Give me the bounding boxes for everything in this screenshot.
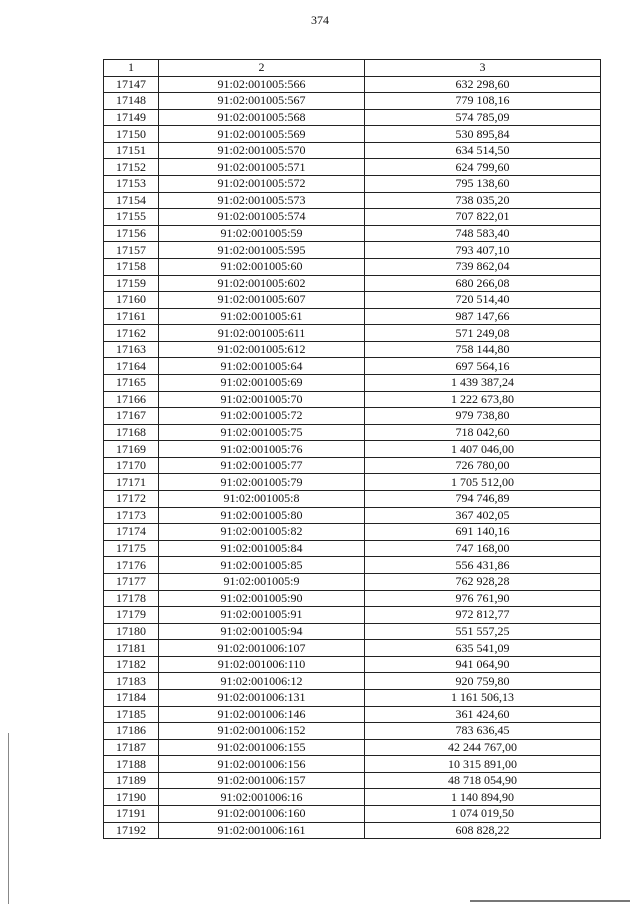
row-number-cell: 17167 — [104, 408, 159, 425]
value-cell: 718 042,60 — [365, 424, 601, 441]
row-number-cell: 17188 — [104, 756, 159, 773]
value-cell: 979 738,80 — [365, 408, 601, 425]
table-row — [104, 358, 601, 375]
table-row — [104, 590, 601, 607]
value-cell: 680 266,08 — [365, 275, 601, 292]
cadastral-number-cell: 91:02:001005:94 — [159, 623, 365, 640]
row-number-cell: 17175 — [104, 540, 159, 557]
table-row — [104, 308, 601, 325]
table-row — [104, 258, 601, 275]
row-number-cell: 17181 — [104, 640, 159, 657]
row-number-cell: 17173 — [104, 507, 159, 524]
cadastral-number-cell: 91:02:001005:70 — [159, 391, 365, 408]
row-number-cell: 17179 — [104, 607, 159, 624]
cadastral-number-cell: 91:02:001005:570 — [159, 142, 365, 159]
row-number-cell: 17158 — [104, 258, 159, 275]
data-table-container — [103, 59, 600, 839]
row-number-cell: 17162 — [104, 325, 159, 342]
cadastral-number-cell: 91:02:001005:611 — [159, 325, 365, 342]
row-number-cell: 17185 — [104, 706, 159, 723]
row-number-cell: 17156 — [104, 225, 159, 242]
row-number-cell: 17169 — [104, 441, 159, 458]
row-number-cell: 17159 — [104, 275, 159, 292]
value-cell: 726 780,00 — [365, 457, 601, 474]
cadastral-number-cell: 91:02:001005:602 — [159, 275, 365, 292]
value-cell: 795 138,60 — [365, 176, 601, 193]
table-row — [104, 76, 601, 93]
value-cell: 1 705 512,00 — [365, 474, 601, 491]
row-number-cell: 17147 — [104, 76, 159, 93]
cadastral-number-cell: 91:02:001005:85 — [159, 557, 365, 574]
value-cell: 1 439 387,24 — [365, 374, 601, 391]
value-cell: 1 161 506,13 — [365, 689, 601, 706]
table-row — [104, 706, 601, 723]
table-row — [104, 457, 601, 474]
value-cell: 361 424,60 — [365, 706, 601, 723]
value-cell: 634 514,50 — [365, 142, 601, 159]
cadastral-number-cell: 91:02:001005:72 — [159, 408, 365, 425]
cadastral-number-cell: 91:02:001006:155 — [159, 739, 365, 756]
page-number: 374 — [311, 13, 329, 27]
row-number-cell: 17153 — [104, 176, 159, 193]
table-row — [104, 275, 601, 292]
cadastral-number-cell: 91:02:001006:157 — [159, 772, 365, 789]
table-row — [104, 723, 601, 740]
value-cell: 556 431,86 — [365, 557, 601, 574]
row-number-cell: 17149 — [104, 109, 159, 126]
cadastral-number-cell: 91:02:001005:60 — [159, 258, 365, 275]
cadastral-number-cell: 91:02:001005:607 — [159, 292, 365, 309]
value-cell: 720 514,40 — [365, 292, 601, 309]
column-header-2: 2 — [159, 60, 365, 77]
row-number-cell: 17150 — [104, 126, 159, 143]
table-row — [104, 93, 601, 110]
cadastral-number-cell: 91:02:001005:573 — [159, 192, 365, 209]
column-header-3: 3 — [365, 60, 601, 77]
value-cell: 779 108,16 — [365, 93, 601, 110]
cadastral-number-cell: 91:02:001005:595 — [159, 242, 365, 259]
value-cell: 632 298,60 — [365, 76, 601, 93]
column-header-1: 1 — [104, 60, 159, 77]
cadastral-number-cell: 91:02:001006:161 — [159, 822, 365, 839]
row-number-cell: 17170 — [104, 457, 159, 474]
row-number-cell: 17192 — [104, 822, 159, 839]
cadastral-number-cell: 91:02:001006:152 — [159, 723, 365, 740]
value-cell: 1 222 673,80 — [365, 391, 601, 408]
row-number-cell: 17161 — [104, 308, 159, 325]
value-cell: 739 862,04 — [365, 258, 601, 275]
cadastral-number-cell: 91:02:001006:146 — [159, 706, 365, 723]
row-number-cell: 17168 — [104, 424, 159, 441]
row-number-cell: 17160 — [104, 292, 159, 309]
table-row — [104, 491, 601, 508]
cadastral-number-cell: 91:02:001005:82 — [159, 524, 365, 541]
value-cell: 10 315 891,00 — [365, 756, 601, 773]
cadastral-number-cell: 91:02:001006:110 — [159, 656, 365, 673]
value-cell: 738 035,20 — [365, 192, 601, 209]
cadastral-number-cell: 91:02:001006:156 — [159, 756, 365, 773]
value-cell: 794 746,89 — [365, 491, 601, 508]
table-header-row — [104, 60, 601, 77]
row-number-cell: 17154 — [104, 192, 159, 209]
table-row — [104, 756, 601, 773]
table-row — [104, 176, 601, 193]
row-number-cell: 17184 — [104, 689, 159, 706]
value-cell: 1 140 894,90 — [365, 789, 601, 806]
row-number-cell: 17187 — [104, 739, 159, 756]
cadastral-number-cell: 91:02:001006:12 — [159, 673, 365, 690]
table-row — [104, 540, 601, 557]
value-cell: 762 928,28 — [365, 573, 601, 590]
value-cell: 48 718 054,90 — [365, 772, 601, 789]
table-row — [104, 656, 601, 673]
table-row — [104, 374, 601, 391]
table-row — [104, 126, 601, 143]
table-row — [104, 209, 601, 226]
row-number-cell: 17177 — [104, 573, 159, 590]
cadastral-number-cell: 91:02:001005:75 — [159, 424, 365, 441]
cadastral-number-cell: 91:02:001005:612 — [159, 341, 365, 358]
cadastral-number-cell: 91:02:001005:566 — [159, 76, 365, 93]
value-cell: 793 407,10 — [365, 242, 601, 259]
value-cell: 783 636,45 — [365, 723, 601, 740]
row-number-cell: 17176 — [104, 557, 159, 574]
row-number-cell: 17178 — [104, 590, 159, 607]
cadastral-number-cell: 91:02:001005:567 — [159, 93, 365, 110]
row-number-cell: 17186 — [104, 723, 159, 740]
cadastral-number-cell: 91:02:001005:77 — [159, 457, 365, 474]
row-number-cell: 17172 — [104, 491, 159, 508]
table-row — [104, 739, 601, 756]
value-cell: 1 407 046,00 — [365, 441, 601, 458]
row-number-cell: 17164 — [104, 358, 159, 375]
table-row — [104, 292, 601, 309]
table-row — [104, 424, 601, 441]
margin-line — [8, 733, 9, 904]
table-row — [104, 242, 601, 259]
table-row — [104, 159, 601, 176]
table-row — [104, 474, 601, 491]
row-number-cell: 17191 — [104, 806, 159, 823]
value-cell: 635 541,09 — [365, 640, 601, 657]
table-row — [104, 142, 601, 159]
value-cell: 530 895,84 — [365, 126, 601, 143]
table-row — [104, 441, 601, 458]
table-row — [104, 689, 601, 706]
data-table — [103, 59, 601, 839]
cadastral-number-cell: 91:02:001006:16 — [159, 789, 365, 806]
cadastral-number-cell: 91:02:001005:572 — [159, 176, 365, 193]
row-number-cell: 17171 — [104, 474, 159, 491]
row-number-cell: 17182 — [104, 656, 159, 673]
value-cell: 987 147,66 — [365, 308, 601, 325]
row-number-cell: 17148 — [104, 93, 159, 110]
row-number-cell: 17157 — [104, 242, 159, 259]
cadastral-number-cell: 91:02:001005:76 — [159, 441, 365, 458]
row-number-cell: 17190 — [104, 789, 159, 806]
value-cell: 758 144,80 — [365, 341, 601, 358]
cadastral-number-cell: 91:02:001006:107 — [159, 640, 365, 657]
cadastral-number-cell: 91:02:001006:160 — [159, 806, 365, 823]
bottom-edge-mark — [470, 900, 630, 902]
table-row — [104, 225, 601, 242]
row-number-cell: 17155 — [104, 209, 159, 226]
cadastral-number-cell: 91:02:001005:61 — [159, 308, 365, 325]
value-cell: 367 402,05 — [365, 507, 601, 524]
row-number-cell: 17165 — [104, 374, 159, 391]
cadastral-number-cell: 91:02:001005:59 — [159, 225, 365, 242]
row-number-cell: 17174 — [104, 524, 159, 541]
table-row — [104, 789, 601, 806]
row-number-cell: 17152 — [104, 159, 159, 176]
table-row — [104, 673, 601, 690]
table-row — [104, 507, 601, 524]
cadastral-number-cell: 91:02:001005:91 — [159, 607, 365, 624]
row-number-cell: 17180 — [104, 623, 159, 640]
table-row — [104, 524, 601, 541]
cadastral-number-cell: 91:02:001006:131 — [159, 689, 365, 706]
cadastral-number-cell: 91:02:001005:80 — [159, 507, 365, 524]
cadastral-number-cell: 91:02:001005:64 — [159, 358, 365, 375]
cadastral-number-cell: 91:02:001005:9 — [159, 573, 365, 590]
value-cell: 571 249,08 — [365, 325, 601, 342]
value-cell: 976 761,90 — [365, 590, 601, 607]
cadastral-number-cell: 91:02:001005:8 — [159, 491, 365, 508]
cadastral-number-cell: 91:02:001005:574 — [159, 209, 365, 226]
cadastral-number-cell: 91:02:001005:79 — [159, 474, 365, 491]
cadastral-number-cell: 91:02:001005:69 — [159, 374, 365, 391]
table-row — [104, 607, 601, 624]
value-cell: 624 799,60 — [365, 159, 601, 176]
row-number-cell: 17151 — [104, 142, 159, 159]
table-row — [104, 772, 601, 789]
table-row — [104, 391, 601, 408]
cadastral-number-cell: 91:02:001005:569 — [159, 126, 365, 143]
value-cell: 42 244 767,00 — [365, 739, 601, 756]
value-cell: 697 564,16 — [365, 358, 601, 375]
table-row — [104, 325, 601, 342]
table-row — [104, 806, 601, 823]
value-cell: 941 064,90 — [365, 656, 601, 673]
value-cell: 748 583,40 — [365, 225, 601, 242]
table-row — [104, 640, 601, 657]
row-number-cell: 17183 — [104, 673, 159, 690]
cadastral-number-cell: 91:02:001005:84 — [159, 540, 365, 557]
value-cell: 1 074 019,50 — [365, 806, 601, 823]
value-cell: 551 557,25 — [365, 623, 601, 640]
cadastral-number-cell: 91:02:001005:568 — [159, 109, 365, 126]
table-body — [104, 76, 601, 839]
row-number-cell: 17163 — [104, 341, 159, 358]
table-row — [104, 623, 601, 640]
table-row — [104, 573, 601, 590]
table-row — [104, 109, 601, 126]
value-cell: 747 168,00 — [365, 540, 601, 557]
table-row — [104, 408, 601, 425]
value-cell: 574 785,09 — [365, 109, 601, 126]
table-row — [104, 341, 601, 358]
row-number-cell: 17189 — [104, 772, 159, 789]
table-row — [104, 192, 601, 209]
table-row — [104, 557, 601, 574]
cadastral-number-cell: 91:02:001005:90 — [159, 590, 365, 607]
row-number-cell: 17166 — [104, 391, 159, 408]
value-cell: 691 140,16 — [365, 524, 601, 541]
value-cell: 972 812,77 — [365, 607, 601, 624]
table-row — [104, 822, 601, 839]
value-cell: 707 822,01 — [365, 209, 601, 226]
value-cell: 920 759,80 — [365, 673, 601, 690]
value-cell: 608 828,22 — [365, 822, 601, 839]
cadastral-number-cell: 91:02:001005:571 — [159, 159, 365, 176]
